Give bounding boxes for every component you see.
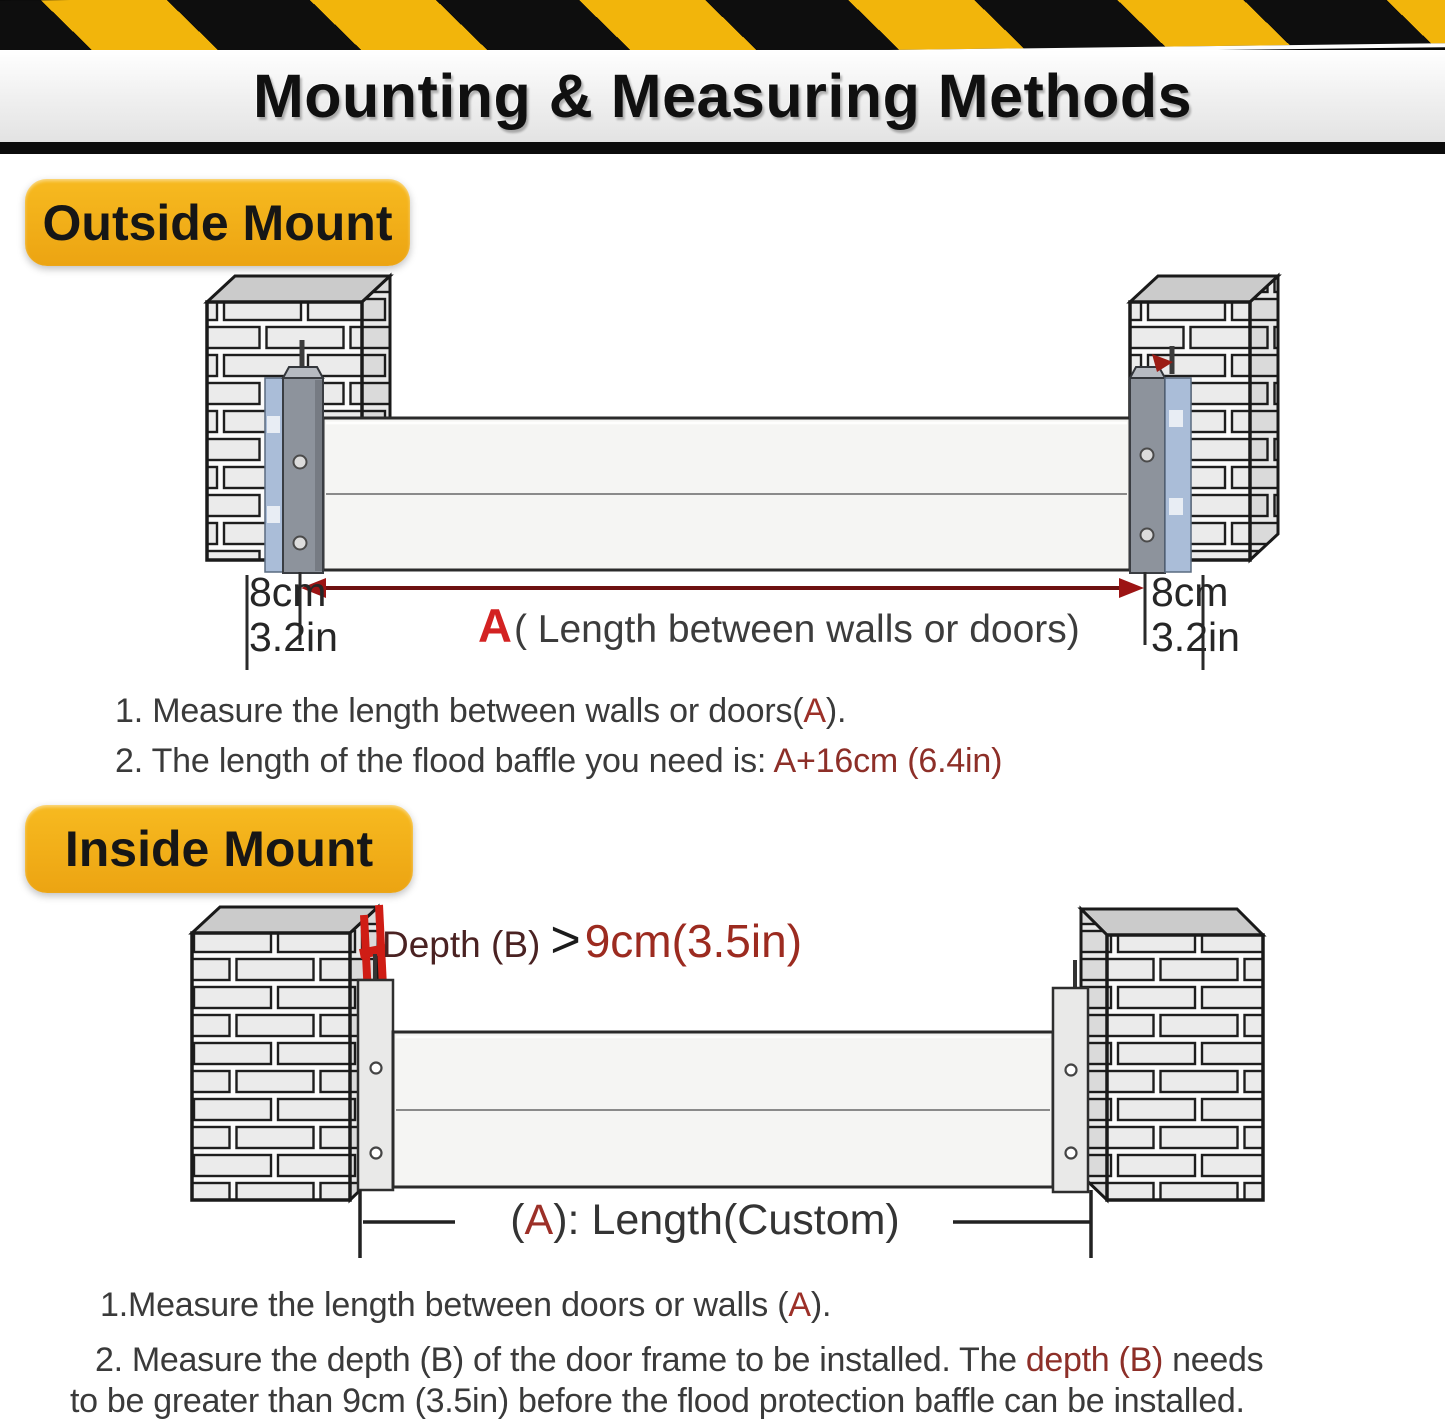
title-band xyxy=(0,50,1445,142)
outside-step-1 xyxy=(115,692,846,731)
inside-step-2-text: 2. Measure the depth (B) of the door frame to be installed. The xyxy=(95,1341,1026,1379)
mount-rail-right xyxy=(1130,346,1191,573)
inside-channel-left xyxy=(358,954,393,1190)
inside-step-1-text: 1.Measure the length between doors or walls ( xyxy=(100,1286,789,1324)
outside-step-1-text: 1. Measure the length between walls or doors( xyxy=(115,692,804,730)
depth-annotation xyxy=(382,910,802,970)
inside-step-1 xyxy=(100,1286,831,1325)
inside-right-pillar xyxy=(1081,909,1263,1200)
inside-step-2-end: needs xyxy=(1162,1341,1264,1379)
inside-step-2 xyxy=(95,1341,1263,1380)
inside-mount-label: Inside Mount xyxy=(25,805,413,893)
dim-right-in: 3.2in xyxy=(1151,614,1240,660)
flood-baffle-inside xyxy=(393,1032,1053,1187)
dim-a-letter: A xyxy=(478,599,512,652)
inside-step-3: to be greater than 9cm (3.5in) before the flood protection baffle can be installed. xyxy=(70,1382,1245,1420)
inside-step-1-end: ). xyxy=(810,1286,832,1324)
outside-step-2-highlight: A+16cm (6.4in) xyxy=(773,742,1003,780)
outside-mount-label: Outside Mount xyxy=(25,179,410,266)
dim-right-cm: 8cm xyxy=(1151,569,1229,615)
inside-left-pillar xyxy=(192,907,378,1200)
inside-length-paren: ( xyxy=(510,1196,525,1244)
outside-step-2-text: 2. The length of the flood baffle you need is: xyxy=(115,742,774,780)
inside-length-text: ): Length(Custom) xyxy=(553,1196,900,1244)
dim-left-cm: 8cm xyxy=(249,569,327,615)
inside-channel-right xyxy=(1053,960,1088,1192)
outside-step-2 xyxy=(115,742,1002,781)
header-banner xyxy=(0,0,1445,154)
outside-step-1-end: ). xyxy=(825,692,847,730)
inside-length-a: A xyxy=(524,1196,554,1244)
page-title: Mounting & Measuring Methods xyxy=(252,62,1193,130)
outside-step-1-a: A xyxy=(803,692,826,730)
greater-than-sign: > xyxy=(550,911,581,969)
inside-step-2-highlight: depth (B) xyxy=(1025,1341,1163,1379)
dim-right-gap xyxy=(1151,570,1240,660)
inside-length-caption xyxy=(450,1196,960,1245)
dim-left-in: 3.2in xyxy=(249,614,338,660)
dim-left-gap xyxy=(249,570,338,660)
dim-a-caption xyxy=(478,598,1080,653)
depth-label: Depth (B) xyxy=(382,924,541,965)
depth-value: 9cm(3.5in) xyxy=(584,915,803,967)
header-divider-bar xyxy=(0,142,1445,154)
dim-a-text: ( Length between walls or doors) xyxy=(513,608,1080,651)
flood-baffle-outside xyxy=(323,418,1130,570)
inside-step-1-a: A xyxy=(788,1286,811,1324)
